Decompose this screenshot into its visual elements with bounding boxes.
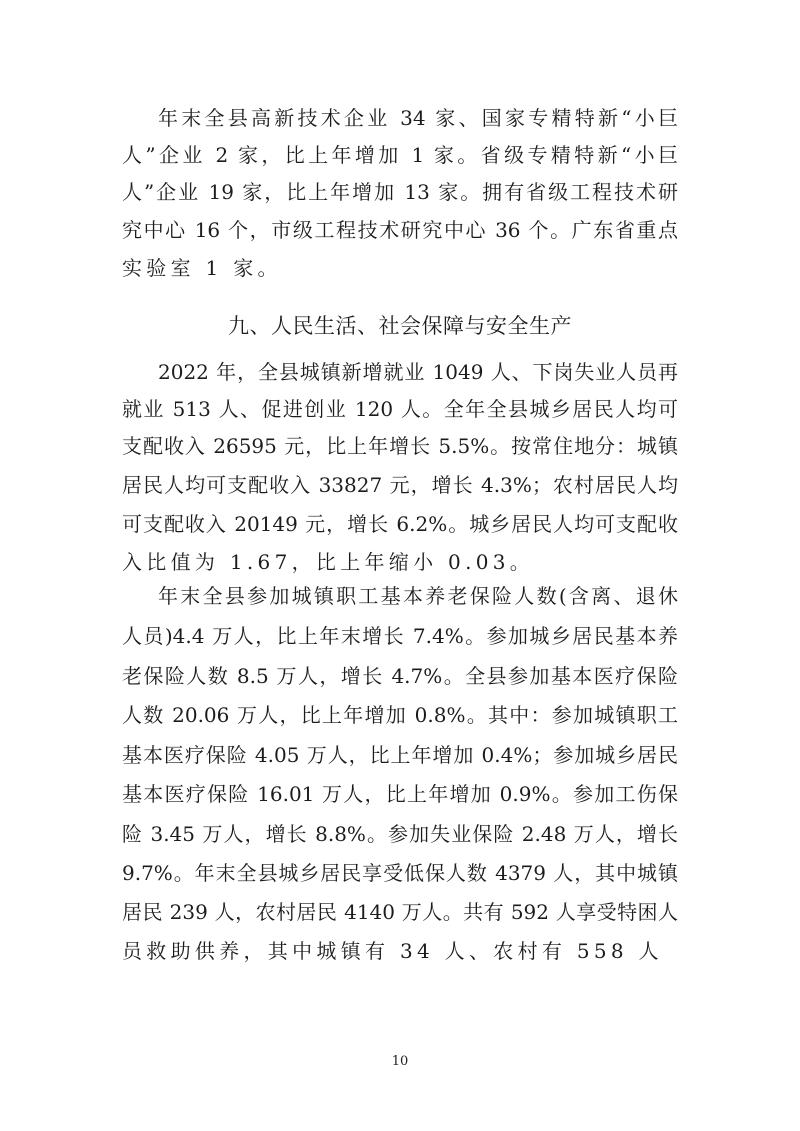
- paragraph-2-line-3: 支配收入 26595 元，比上年增长 5.5%。按常住地分：城镇: [122, 434, 678, 458]
- paragraph-2-line-6: 入比值为 1.67，比上年缩小 0.03。: [122, 550, 535, 574]
- page-number: 10: [391, 1054, 409, 1069]
- paragraph-2-line-1: 2022 年，全县城镇新增就业 1049 人、下岗失业人员再: [158, 360, 678, 384]
- paragraph-1-line-2: 人”企业 2 家，比上年增加 1 家。省级专精特新“小巨: [122, 143, 678, 167]
- paragraph-3-line-6: 基本医疗保险 16.01 万人，比上年增加 0.9%。参加工伤保: [122, 782, 678, 806]
- paragraph-3-line-4: 人数 20.06 万人，比上年增加 0.8%。其中：参加城镇职工: [122, 703, 678, 727]
- paragraph-1-line-1: 年末全县高新技术企业 34 家、国家专精特新“小巨: [158, 106, 678, 130]
- paragraph-3-line-7: 险 3.45 万人，增长 8.8%。参加失业保险 2.48 万人，增长: [122, 822, 678, 846]
- paragraph-3-line-8: 9.7%。年末全县城乡居民享受低保人数 4379 人，其中城镇: [122, 861, 678, 885]
- paragraph-3-line-5: 基本医疗保险 4.05 万人，比上年增加 0.4%；参加城乡居民: [122, 743, 678, 767]
- paragraph-3-line-10: 员救助供养，其中城镇有 34 人、农村有 558 人: [122, 939, 663, 963]
- paragraph-3-line-2: 人员)4.4 万人，比上年末增长 7.4%。参加城乡居民基本养: [122, 624, 678, 648]
- paragraph-1-line-5: 实验室 1 家。: [122, 256, 282, 280]
- paragraph-1-line-4: 究中心 16 个，市级工程技术研究中心 36 个。广东省重点: [122, 218, 678, 242]
- paragraph-3-line-3: 老保险人数 8.5 万人，增长 4.7%。全县参加基本医疗保险: [122, 664, 678, 688]
- paragraph-2-line-4: 居民人均可支配收入 33827 元，增长 4.3%；农村居民人均: [122, 473, 678, 497]
- paragraph-2-line-5: 可支配收入 20149 元，增长 6.2%。城乡居民人均可支配收: [122, 512, 678, 536]
- paragraph-3-line-1: 年末全县参加城镇职工基本养老保险人数(含离、退休: [158, 584, 678, 608]
- paragraph-1-line-3: 人”企业 19 家，比上年增加 13 家。拥有省级工程技术研: [122, 180, 678, 204]
- paragraph-2-line-2: 就业 513 人、促进创业 120 人。全年全县城乡居民人均可: [122, 397, 678, 421]
- paragraph-3-line-9: 居民 239 人，农村居民 4140 万人。共有 592 人享受特困人: [122, 900, 678, 924]
- section-heading: 九、人民生活、社会保障与安全生产: [228, 314, 572, 338]
